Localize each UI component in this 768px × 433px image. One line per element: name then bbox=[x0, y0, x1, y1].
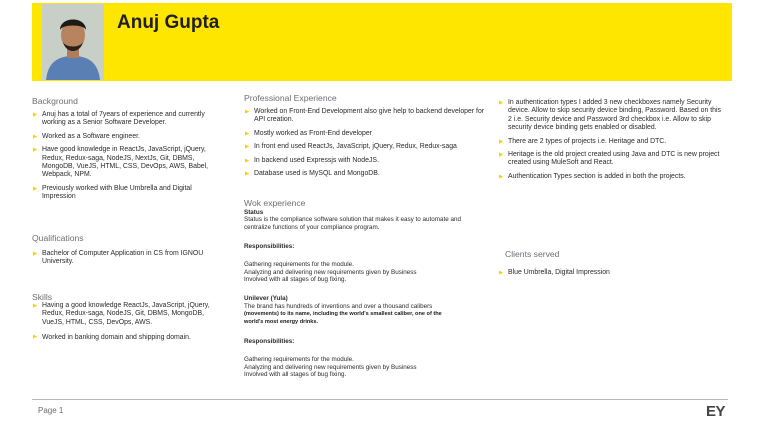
list-item: ▶ Having a good knowledge ReactJs, JavaScript, jQuery, Redux, Redux-saga, NodeJS, Git, DBMS, MongoDB, VueJS, HTML, CSS, DevOps, AWS. bbox=[33, 302, 225, 327]
list-item: ▶ There are 2 types of projects i.e. Heritage and DTC. bbox=[499, 138, 721, 146]
page-number: Page 1 bbox=[38, 406, 64, 415]
footer-divider bbox=[32, 399, 728, 400]
unilever-description-line: world's most energy drinks. bbox=[244, 319, 319, 325]
list-item: ▶ Bachelor of Computer Application in CS from IGNOU University. bbox=[33, 250, 225, 267]
status-heading: Status bbox=[244, 209, 264, 216]
responsibility-line: Analyzing and delivering new requirements given by Business bbox=[244, 363, 417, 371]
unilever-description-line: The brand has hundreds of inventions and over a thousand calibers bbox=[244, 303, 433, 310]
skills-list bbox=[33, 302, 225, 348]
unilever-responsibilities-heading: Responsibilities: bbox=[244, 338, 295, 345]
status-description: Status is the compliance software solution that makes it easy to automate and centralize functions of your compliance program. bbox=[244, 216, 462, 231]
list-item: ▶ Heritage is the old project created using Java and DTC is new project created using MuleSoft and React. bbox=[499, 151, 721, 168]
right-column-list bbox=[499, 99, 721, 186]
clients-list bbox=[499, 269, 721, 282]
list-item: ▶ Worked on Front-End Development also give help to backend developer for API creation. bbox=[245, 108, 491, 125]
list-item: ▶ Authentication Types section is added in both the projects. bbox=[499, 173, 721, 181]
list-item: ▶ Mostly worked as Front-End developer bbox=[245, 130, 491, 138]
professional-experience-list bbox=[245, 108, 491, 183]
status-responsibilities-heading: Responsibilities: bbox=[244, 243, 295, 250]
list-item: ▶ Worked as a Software engineer. bbox=[33, 133, 225, 141]
responsibility-line: Gathering requirements for the module. bbox=[244, 356, 354, 363]
list-item: ▶ In front end used ReactJs, JavaScript, jQuery, Redux, Redux-saga bbox=[245, 143, 491, 151]
status-responsibilities bbox=[244, 261, 489, 284]
responsibility-line: Involved with all stages of bug fixing. bbox=[244, 276, 347, 283]
list-item: ▶ Worked in banking domain and shipping domain. bbox=[33, 332, 225, 343]
work-experience-title: Wok experience bbox=[244, 198, 306, 208]
list-item: ▶ Blue Umbrella, Digital Impression bbox=[499, 269, 721, 277]
ey-logo: EY bbox=[706, 403, 726, 420]
responsibility-line: Gathering requirements for the module. bbox=[244, 261, 354, 268]
skills-title: Skills bbox=[32, 292, 53, 302]
clients-title: Clients served bbox=[505, 249, 560, 259]
responsibility-line: Analyzing and delivering new requirements given by Business bbox=[244, 268, 417, 276]
list-item: ▶ Have good knowledge in ReactJs, JavaScript, jQuery, Redux, Redux-saga, NodeJS, NextJs, Git, DBMS, MongoDB, VueJS, HTML, CSS, DevOps, AWS, Babel, Webpack, NPM. bbox=[33, 146, 225, 180]
list-item: ▶ In authentication types I added 3 new checkboxes namely Security device. Allow to skip security device binding, Password. Based on this 2 i.e. Security device and Password 3rd checkbox i.e. Allow to skip security device binding gets enabled or disabled. bbox=[499, 99, 721, 133]
background-list bbox=[33, 111, 225, 207]
responsibility-line: Involved with all stages of bug fixing. bbox=[244, 371, 347, 378]
list-item: ▶ Previously worked with Blue Umbrella and Digital Impression bbox=[33, 185, 225, 202]
unilever-description-line: (movements) to its name, including the world's smallest caliber, one of the bbox=[244, 311, 442, 317]
qualifications-title: Qualifications bbox=[32, 233, 84, 243]
candidate-name: Anuj Gupta bbox=[117, 12, 220, 33]
person-photo-icon bbox=[42, 4, 104, 80]
list-item: ▶ Database used is MySQL and MongoDB. bbox=[245, 170, 491, 178]
list-item: ▶ In backend used Expressjs with NodeJS. bbox=[245, 157, 491, 165]
unilever-heading: Unilever (Yula) bbox=[244, 295, 288, 302]
unilever-responsibilities bbox=[244, 356, 489, 379]
profile-photo bbox=[42, 4, 104, 80]
background-title: Background bbox=[32, 96, 78, 106]
qualifications-list bbox=[33, 250, 225, 272]
professional-experience-title: Professional Experience bbox=[244, 93, 337, 103]
list-item: ▶ Anuj has a total of 7years of experience and currently working as a Senior Software Developer. bbox=[33, 111, 225, 128]
